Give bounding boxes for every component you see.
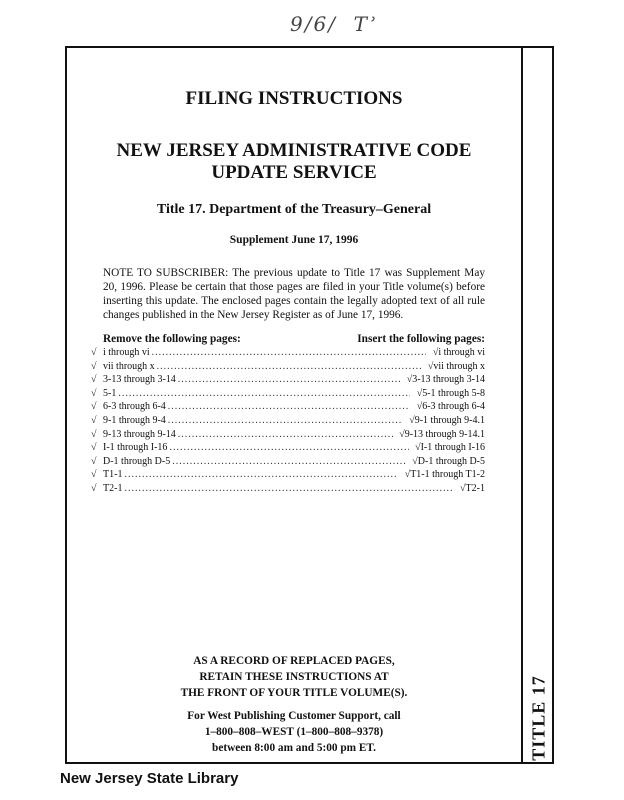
side-tab-label: TITLE 17 xyxy=(528,675,548,761)
remove-pages: 3-13 through 3-14 xyxy=(103,374,176,386)
page-row xyxy=(91,441,485,455)
check-mark-icon: √ xyxy=(432,347,439,358)
support-hours: between 8:00 am and 5:00 pm ET. xyxy=(212,742,376,754)
leader-dots xyxy=(118,387,410,401)
page-row xyxy=(91,360,485,374)
check-mark-icon: √ xyxy=(415,442,421,454)
leader-dots xyxy=(152,346,427,360)
handwritten-note: 9/6/ Tʾ xyxy=(290,12,378,36)
insert-pages: T1-1 through T1-2 xyxy=(410,469,485,481)
page-row xyxy=(91,455,485,469)
check-mark-icon: √ xyxy=(409,414,415,426)
check-mark-icon: √ xyxy=(404,469,411,481)
check-mark-icon: √ xyxy=(406,374,413,386)
support-line-1: For West Publishing Customer Support, call xyxy=(187,710,401,722)
page-row xyxy=(91,482,485,496)
insert-pages: T2-1 xyxy=(465,482,485,494)
leader-dots xyxy=(124,482,453,496)
page-row xyxy=(91,428,485,442)
record-instructions xyxy=(67,653,521,701)
leader-dots xyxy=(168,400,410,414)
insert-pages: 9-13 through 9-14.1 xyxy=(404,428,485,440)
page-row xyxy=(91,373,485,387)
page-row xyxy=(91,400,485,414)
leader-dots xyxy=(169,441,408,455)
remove-pages: 9-1 through 9-4 xyxy=(103,414,166,426)
check-mark-icon: √ xyxy=(416,387,423,399)
remove-pages: 9-13 through 9-14 xyxy=(103,428,176,440)
insert-pages: 6-3 through 6-4 xyxy=(422,401,485,413)
document-content xyxy=(67,48,521,762)
leader-dots xyxy=(157,360,422,374)
check-mark-icon: √ xyxy=(460,482,466,494)
page-row xyxy=(91,387,485,401)
insert-pages: 9-1 through 9-4.1 xyxy=(414,414,485,426)
leader-dots xyxy=(124,468,398,482)
service-title-line-1: NEW JERSEY ADMINISTRATIVE CODE xyxy=(116,140,472,161)
leader-dots xyxy=(168,414,403,428)
check-mark-icon: √ xyxy=(91,360,97,372)
insert-pages: 5-1 through 5-8 xyxy=(422,387,485,399)
remove-pages: i through vi xyxy=(103,347,150,358)
leader-dots xyxy=(172,455,406,469)
leader-dots xyxy=(178,428,393,442)
check-mark-icon: √ xyxy=(91,374,97,386)
remove-pages: I-1 through I-16 xyxy=(103,442,168,454)
page-row xyxy=(91,468,485,482)
remove-pages: T2-1 xyxy=(103,482,123,494)
document-title: FILING INSTRUCTIONS xyxy=(185,88,403,109)
remove-pages-header: Remove the following pages: xyxy=(103,333,241,345)
leader-dots xyxy=(178,373,400,387)
library-footer: New Jersey State Library xyxy=(60,770,239,787)
remove-pages: T1-1 xyxy=(103,469,123,481)
record-line-2: RETAIN THESE INSTRUCTIONS AT xyxy=(199,671,389,683)
check-mark-icon: √ xyxy=(91,387,97,399)
record-line-3: THE FRONT OF YOUR TITLE VOLUME(S). xyxy=(180,687,408,699)
side-tab xyxy=(523,46,554,764)
title-department: Title 17. Department of the Treasury–General xyxy=(156,202,432,217)
remove-pages: 6-3 through 6-4 xyxy=(103,401,166,413)
check-mark-icon: √ xyxy=(91,455,97,467)
remove-pages: vii through x xyxy=(103,360,155,372)
service-title-line-2: UPDATE SERVICE xyxy=(211,162,377,183)
record-line-1: AS A RECORD OF REPLACED PAGES, xyxy=(193,655,395,667)
check-mark-icon: √ xyxy=(91,469,97,481)
page-row xyxy=(91,346,485,360)
check-mark-icon: √ xyxy=(399,428,405,440)
check-mark-icon: √ xyxy=(91,428,97,440)
remove-pages: 5-1 xyxy=(103,387,117,399)
remove-pages: D-1 through D-5 xyxy=(103,455,171,467)
customer-support xyxy=(67,708,521,756)
insert-pages: I-1 through I-16 xyxy=(420,442,485,454)
check-mark-icon: √ xyxy=(412,455,418,467)
insert-pages-header: Insert the following pages: xyxy=(357,333,485,345)
check-mark-icon: √ xyxy=(91,347,97,358)
supplement-date: Supplement June 17, 1996 xyxy=(229,234,359,246)
insert-pages: 3-13 through 3-14 xyxy=(412,374,485,386)
insert-pages: vii through x xyxy=(433,360,485,372)
check-mark-icon: √ xyxy=(416,401,423,413)
check-mark-icon: √ xyxy=(91,414,97,426)
insert-pages: D-1 through D-5 xyxy=(417,455,485,467)
check-mark-icon: √ xyxy=(91,482,97,494)
check-mark-icon: √ xyxy=(91,401,97,413)
note-to-subscriber: NOTE TO SUBSCRIBER: The previous update to Title 17 was Supplement May 20, 1996. Please be certain that those pages are filed in your Title volume(s) before inserting this update. The enclosed pages contain the legally adopted text of all rule changes published in the New Jersey Register as of June 17, 1996. xyxy=(103,267,485,321)
support-phone: 1–800–808–WEST (1–800–808–9378) xyxy=(204,726,384,738)
check-mark-icon: √ xyxy=(91,442,97,454)
insert-pages: i through vi xyxy=(438,347,485,358)
page-list xyxy=(91,346,485,496)
check-mark-icon: √ xyxy=(427,360,434,372)
page-row xyxy=(91,414,485,428)
